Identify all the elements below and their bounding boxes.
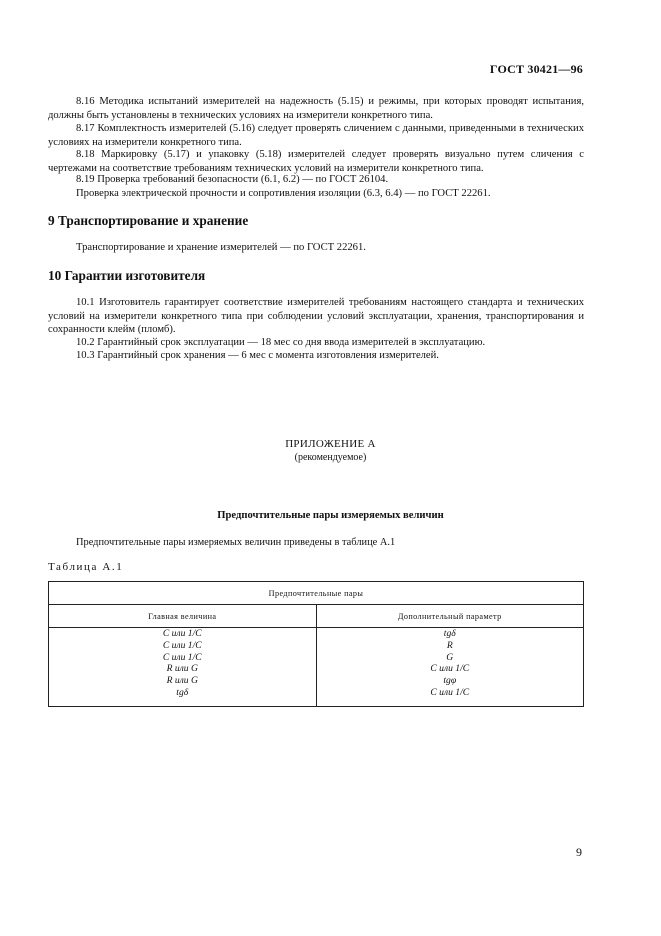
paragraph-10-1: [48, 296, 584, 337]
column-header-extra: Дополнительный параметр: [316, 605, 584, 628]
main-value: C или 1/C: [162, 628, 202, 639]
main-value: C или 1/C: [162, 651, 202, 663]
annex-subtitle: (рекомендуемое): [294, 452, 367, 463]
table-label: Таблица А.1: [48, 561, 124, 573]
main-values-cell: [49, 628, 317, 707]
section-9-text: [48, 241, 584, 255]
paragraph-10-3-text: 10.3 Гарантийный срок хранения — 6 мес с момента изготовления измерителей.: [76, 350, 439, 361]
paragraph-8-19-insulation: [48, 187, 584, 201]
section-10-heading: 10 Гарантии изготовителя: [48, 268, 206, 283]
page-number: 9: [576, 845, 582, 859]
extra-value: C или 1/C: [430, 663, 470, 675]
extra-value: tgφ: [443, 675, 457, 687]
paragraph-10-2: [48, 336, 584, 350]
table-group-header: Предпочтительные пары: [49, 582, 584, 605]
main-value: R или G: [166, 663, 198, 675]
table-column-header-row: [49, 605, 584, 628]
paragraph-8-17-text: 8.17 Комплектность измерителей (5.16) следует проверять сличением с данными, приведенными в технических условиях на измерители конкретного типа.: [48, 123, 584, 148]
paragraph-10-1-text: 10.1 Изготовитель гарантирует соответствие измерителей требованиям настоящего стандарта и технических условий на измерители конкретного типа при соблюдении условий эксплуатации, хранения, транспортирования и сохранности клейм (пломб).: [48, 297, 584, 335]
paragraph-8-17: [48, 122, 584, 149]
section-9-heading: 9 Транспортирование и хранение: [48, 213, 249, 228]
annex-intro-text: Предпочтительные пары измеряемых величин приведены в таблице А.1: [76, 537, 396, 548]
paragraph-10-2-text: 10.2 Гарантийный срок эксплуатации — 18 мес со дня ввода измерителей в эксплуатацию.: [76, 337, 486, 348]
extra-value: tgδ: [443, 628, 456, 639]
main-value: C или 1/C: [162, 639, 202, 651]
paragraph-10-3: [48, 349, 584, 363]
document-code: ГОСТ 30421—96: [489, 62, 583, 76]
main-value: tgδ: [176, 686, 189, 698]
paragraph-8-16-text: 8.16 Методика испытаний измерителей на надежность (5.15) и режимы, при которых проводят испытания, должны быть установлены в технических условиях на измерители конкретного типа.: [48, 96, 584, 121]
table-group-header-row: [49, 582, 584, 605]
column-header-main: Главная величина: [49, 605, 317, 628]
paragraph-8-19-text: 8.19 Проверка требований безопасности (6.1, 6.2) — по ГОСТ 26104.: [76, 174, 389, 185]
section-9-text-content: Транспортирование и хранение измерителей — по ГОСТ 22261.: [76, 242, 366, 253]
paragraph-8-18-text: 8.18 Маркировку (5.17) и упаковку (5.18) измерителей следует проверять визуально путем сличения с чертежами на соответствие требованиям технических условий на измерители конкретного типа.: [48, 149, 584, 174]
annex-heading: Предпочтительные пары измеряемых величин: [217, 510, 444, 521]
extra-value: R: [446, 639, 453, 651]
paragraph-8-18: [48, 148, 584, 175]
annex-title: ПРИЛОЖЕНИЕ А: [285, 438, 376, 450]
extra-value: C или 1/C: [430, 686, 470, 698]
preferred-pairs-table: [48, 581, 584, 707]
paragraph-8-16: [48, 95, 584, 122]
paragraph-8-19b-text: Проверка электрической прочности и сопротивления изоляции (6.3, 6.4) — по ГОСТ 22261.: [76, 188, 491, 199]
annex-intro: [48, 536, 584, 550]
extra-value: G: [446, 651, 454, 663]
table-row: [49, 628, 584, 707]
main-value: R или G: [166, 675, 198, 687]
paragraph-8-19: [48, 173, 584, 187]
extra-values-cell: [316, 628, 584, 707]
